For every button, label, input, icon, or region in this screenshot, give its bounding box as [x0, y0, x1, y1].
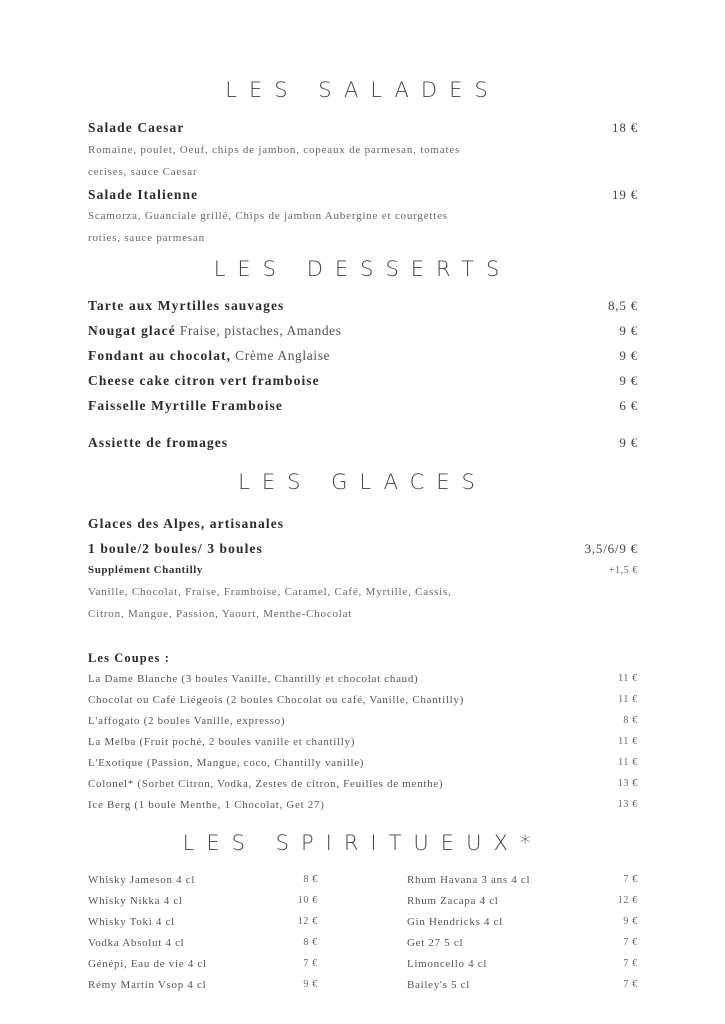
item-name: Nougat glacé: [88, 323, 176, 338]
spirit-price: 12 €: [297, 916, 318, 927]
section-title-glaces: LES GLACES: [238, 470, 487, 494]
coupe-name: La Dame Blanche (3 boules Vanille, Chantilly et chocolat chaud): [88, 673, 419, 685]
spirit-item: [407, 937, 638, 949]
menu-item-salade-caesar: [88, 120, 638, 136]
spirit-item: [407, 979, 638, 991]
coupe-item: [88, 757, 638, 769]
spirit-item: [88, 895, 318, 907]
spirit-price: 12 €: [617, 895, 638, 906]
coupe-price: 8 €: [623, 715, 638, 726]
spirit-item: [88, 958, 318, 970]
section-title-spiritueux: LES SPIRITUEUX*: [182, 831, 543, 855]
spirit-name: Génépi, Eau de vie 4 cl: [88, 958, 207, 970]
item-description: Crème Anglaise: [235, 348, 331, 363]
item-price: 9 €: [619, 323, 638, 338]
item-name: Salade Italienne: [88, 187, 199, 202]
spirit-name: Rhum Havana 3 ans 4 cl: [407, 874, 531, 886]
item-price: 9 €: [619, 373, 638, 388]
item-description: Romaine, poulet, Oeuf, chips de jambon, copeaux de parmesan, tomates cerises, sauce Caesar: [88, 144, 461, 178]
spirit-item: [88, 937, 318, 949]
spirit-item: [407, 874, 638, 886]
coupe-name: L'affogato (2 boules Vanille, expresso): [88, 715, 286, 727]
menu-item-fromages: [88, 434, 638, 452]
spirit-name: Whisky Tokì 4 cl: [88, 916, 175, 928]
item-name: Fondant au chocolat,: [88, 348, 232, 363]
menu-item-dessert: [88, 322, 638, 340]
item-description: Fraise, pistaches, Amandes: [179, 323, 342, 338]
item-price: 19 €: [612, 187, 638, 202]
spirit-name: Gin Hendricks 4 cl: [407, 916, 503, 928]
spirit-price: 7 €: [303, 958, 318, 969]
coupes-title: [88, 651, 638, 666]
item-name: Cheese cake citron vert framboise: [88, 373, 320, 388]
item-price: 9 €: [619, 435, 638, 450]
spirit-price: 7 €: [623, 874, 638, 885]
coupe-item: [88, 673, 638, 685]
spirit-item: [88, 979, 318, 991]
item-name: Salade Caesar: [88, 120, 185, 135]
boules-price: 3,5/6/9 €: [584, 541, 638, 556]
menu-item-dessert: [88, 397, 638, 415]
coupes-title-text: Les Coupes :: [88, 651, 170, 665]
item-name: Assiette de fromages: [88, 435, 229, 450]
spirit-name: Whisky Nikka 4 cl: [88, 895, 183, 907]
boules-label: 1 boule/2 boules/ 3 boules: [88, 541, 263, 556]
spirit-price: 9 €: [303, 979, 318, 990]
spirit-price: 7 €: [623, 937, 638, 948]
menu-item-dessert: [88, 347, 638, 365]
spirit-price: 10 €: [297, 895, 318, 906]
coupe-price: 11 €: [618, 736, 638, 747]
item-description: Scamorza, Guanciale grillé, Chips de jambon Aubergine et courgettes roties, sauce parmesan: [88, 210, 448, 244]
glaces-supplement: [88, 564, 638, 576]
spirit-name: Vodka Absolut 4 cl: [88, 937, 185, 949]
item-name: Tarte aux Myrtilles sauvages: [88, 298, 285, 313]
item-name: Faisselle Myrtille Framboise: [88, 398, 284, 413]
menu-item-salade-italienne: [88, 187, 638, 203]
coupe-name: Chocolat ou Café Liégeois (2 boules Chocolat ou café, Vanille, Chantilly): [88, 694, 464, 706]
item-price: 6 €: [619, 398, 638, 413]
spirit-item: [88, 874, 318, 886]
spirit-price: 7 €: [623, 979, 638, 990]
item-price: 18 €: [612, 120, 638, 135]
supplement-price: +1,5 €: [608, 565, 638, 576]
item-price: 8,5 €: [608, 298, 638, 313]
coupe-item: [88, 736, 638, 748]
spirit-name: Limoncello 4 cl: [407, 958, 488, 970]
menu-item-dessert: [88, 372, 638, 390]
spirit-name: Whisky Jameson 4 cl: [88, 874, 196, 886]
section-title-desserts: LES DESSERTS: [213, 257, 512, 281]
coupe-price: 11 €: [618, 673, 638, 684]
coupe-name: L'Exotique (Passion, Mangue, coco, Chantilly vanille): [88, 757, 365, 769]
coupe-name: La Melba (Fruit poché, 2 boules vanille et chantilly): [88, 736, 356, 748]
spirit-item: [407, 895, 638, 907]
coupe-item: [88, 799, 638, 811]
spirit-item: [407, 916, 638, 928]
coupe-item: [88, 778, 638, 790]
coupe-name: Colonel* (Sorbet Citron, Vodka, Zestes de citron, Feuilles de menthe): [88, 778, 444, 790]
item-price: 9 €: [619, 348, 638, 363]
spirit-price: 8 €: [303, 874, 318, 885]
spirit-name: Rhum Zacapa 4 cl: [407, 895, 499, 907]
coupe-item: [88, 715, 638, 727]
coupe-price: 11 €: [618, 694, 638, 705]
glaces-subtitle: [88, 516, 638, 532]
coupe-price: 13 €: [617, 778, 638, 789]
supplement-label: Supplément Chantilly: [88, 564, 203, 576]
coupe-price: 11 €: [618, 757, 638, 768]
coupe-price: 13 €: [617, 799, 638, 810]
coupe-name: Ice Berg (1 boule Menthe, 1 Chocolat, Get 27): [88, 799, 325, 811]
spirit-price: 9 €: [623, 916, 638, 927]
spirit-item: [407, 958, 638, 970]
spirit-name: Rémy Martin Vsop 4 cl: [88, 979, 207, 991]
spirit-name: Bailey's 5 cl: [407, 979, 471, 991]
spirit-price: 7 €: [623, 958, 638, 969]
spirit-name: Get 27 5 cl: [407, 937, 464, 949]
glaces-subtitle-text: Glaces des Alpes, artisanales: [88, 516, 285, 531]
section-title-salades: LES SALADES: [225, 78, 500, 102]
spirit-price: 8 €: [303, 937, 318, 948]
glaces-flavors: Vanille, Chocolat, Fraise, Framboise, Caramel, Café, Myrtille, Cassis, Citron, Mangue, Passion, Yaourt, Menthe-Chocolat: [88, 586, 452, 620]
coupe-item: [88, 694, 638, 706]
glaces-boules: [88, 541, 638, 557]
spirit-item: [88, 916, 318, 928]
menu-item-dessert: [88, 297, 638, 315]
